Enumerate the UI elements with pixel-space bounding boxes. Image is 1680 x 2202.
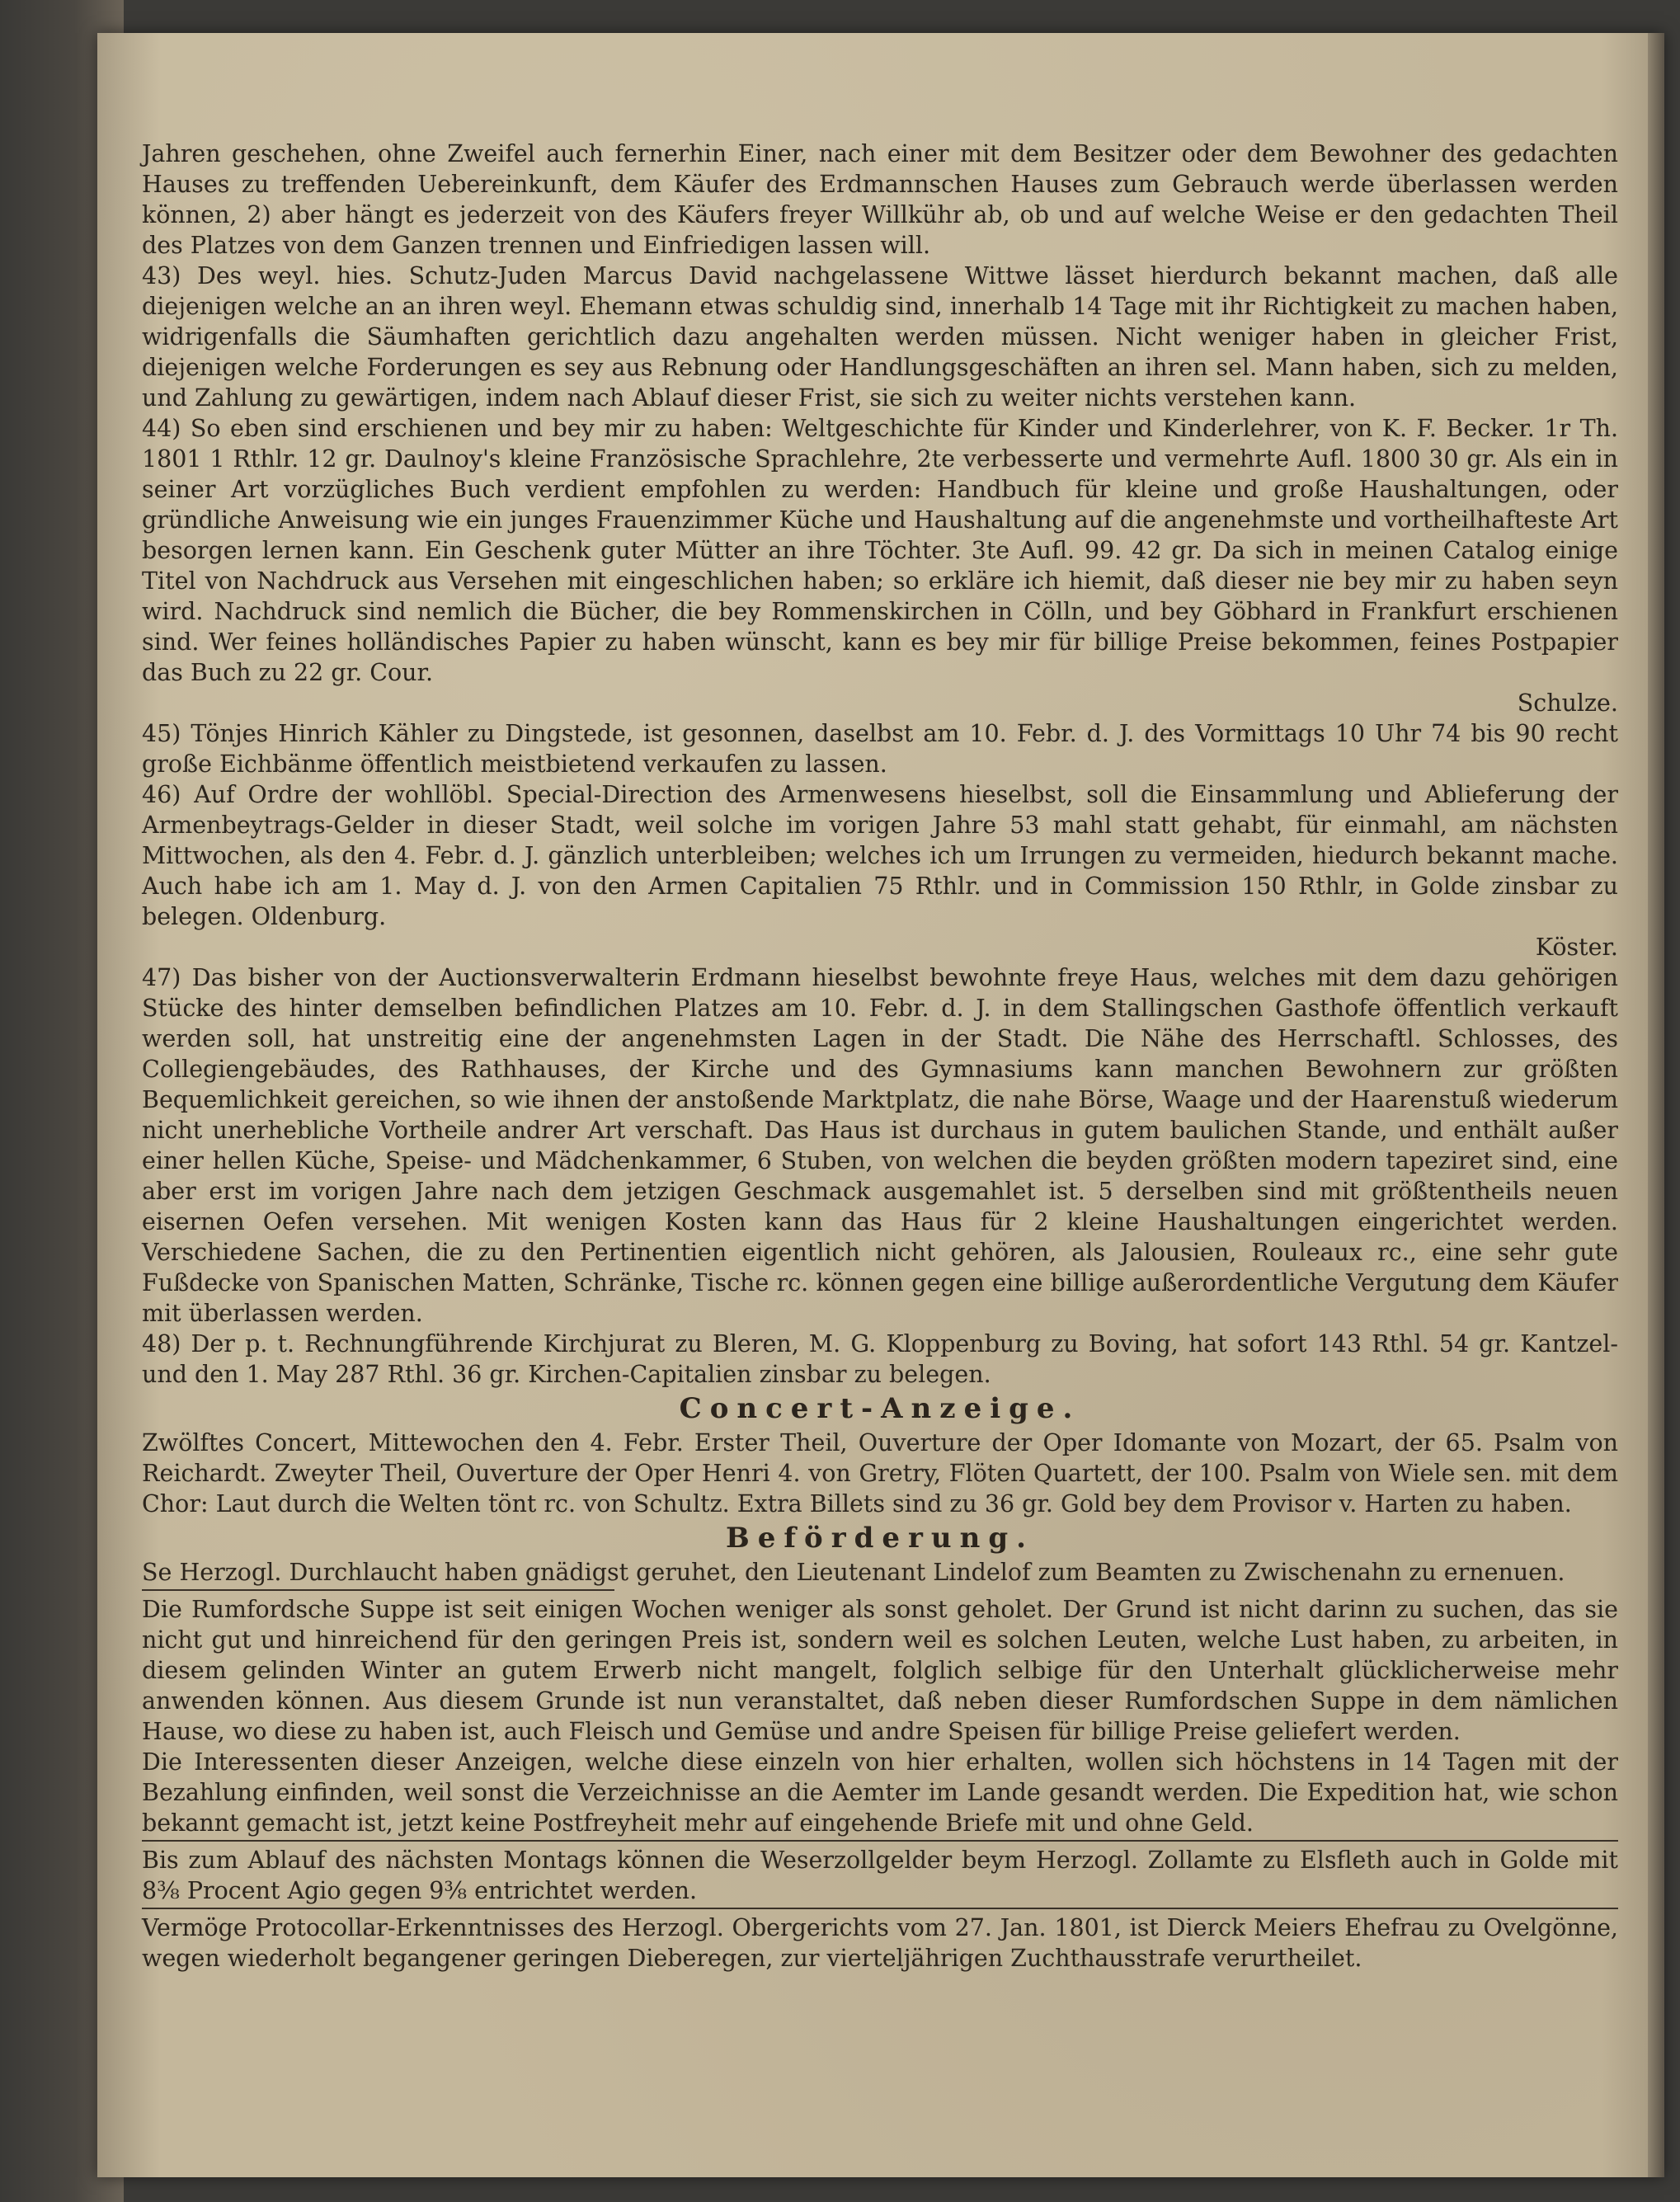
notice-43: 43) Des weyl. hies. Schutz-Juden Marcus David nachgelassene Wittwe lässet hierdurch bekannt machen, daß alle diejenigen welche an an ihren weyl. Ehemann etwas schuldig sind, innerhalb 14 Tage mit ihr Richtigkeit zu machen haben, widrigenfalls die Säumhaften gerichtlich dazu angehalten werden müssen. Nicht weniger haben in gleicher Frist, diejenigen welche Forderungen es sey aus Rebnung oder Handlungsgeschäften an ihren sel. Mann haben, sich zu melden, und Zahlung zu gewärtigen, indem nach Ablauf dieser Frist, sie sich zu weiter nichts verstehen kann.	[142, 262, 1618, 412]
concert-text: Zwölftes Concert, Mittewochen den 4. Febr. Erster Theil, Ouverture der Oper Idomante von Mozart, der 65. Psalm von Reichardt. Zweyter Theil, Ouverture der Oper Henri 4. von Gretry, Flöten Quartett, der 100. Psalm von Wiele sen. mit dem Chor: Laut durch die Welten tönt rc. von Schultz. Extra Billets sind zu 36 gr. Gold bey dem Provisor v. Harten zu haben.	[142, 1429, 1618, 1517]
notice-46	[142, 779, 1618, 962]
weserzoll-notice: Bis zum Ablauf des nächsten Montags können die Weserzollgelder beym Herzogl. Zollamte zu Elsfleth auch in Golde mit 8⅜ Procent Agio gegen 9⅜ entrichtet werden.	[142, 1847, 1618, 1904]
promotion-text: Se Herzogl. Durchlaucht haben gnädigst geruhet, den Lieutenant Lindelof zum Beamten zu Zwischenahn zu ernenuen.	[142, 1559, 1565, 1586]
paragraph-intro: Jahren geschehen, ohne Zweifel auch fernerhin Einer, nach einer mit dem Besitzer oder dem Bewohner des gedachten Hauses zu treffenden Uebereinkunft, dem Käufer des Erdmannschen Hauses zum Gebrauch werde überlassen werden können, 2) aber hängt es jederzeit von des Käufers freyer Willkühr ab, ob und auf welche Weise er den gedachten Theil des Platzes von dem Ganzen trennen und Einfriedigen lassen will.	[142, 140, 1618, 259]
separator-rule-3	[142, 1908, 1618, 1909]
notice-44	[142, 413, 1618, 718]
rumford-notice: Die Rumfordsche Suppe ist seit einigen Wochen weniger als sonst geholet. Der Grund ist nicht darinn zu suchen, das sie nicht gut und hinreichend für den geringen Preis ist, sondern weil es solchen Leuten, welche Lust haben, zu arbeiten, in diesem gelinden Winter an gutem Erwerb nicht mangelt, folglich selbige für den Unterhalt glücklicherweise mehr anwenden können. Aus diesem Grunde ist nun veranstaltet, daß neben dieser Rumfordschen Suppe in dem nämlichen Hause, wo diese zu haben ist, auch Fleisch und Gemüse und andre Speisen für billige Preise geliefert werden.	[142, 1596, 1618, 1745]
page-text	[142, 139, 1618, 1974]
notice-44-text: 44) So eben sind erschienen und bey mir zu haben: Weltgeschichte für Kinder und Kinderlehrer, von K. F. Becker. 1r Th. 1801 1 Rthlr. 12 gr. Daulnoy's kleine Französische Sprachlehre, 2te verbesserte und vermehrte Aufl. 1800 30 gr. Als ein in seiner Art vorzügliches Buch verdient empfohlen zu werden: Handbuch für kleine und große Haushaltungen, oder gründliche Anweisung wie ein junges Frauenzimmer Küche und Haushaltung auf die angenehmste und vortheilhafteste Art besorgen lernen kann. Ein Geschenk guter Mütter an ihre Töchter. 3te Aufl. 99. 42 gr. Da sich in meinen Catalog einige Titel von Nachdruck aus Versehen mit eingeschlichen haben; so erkläre ich hiemit, daß dieser nie bey mir zu haben seyn wird. Nachdruck sind nemlich die Bücher, die bey Rommenskirchen in Cölln, und bey Göbhard in Frankfurt erschienen sind. Wer feines holländisches Papier zu haben wünscht, kann es bey mir für billige Preise bekommen, feines Postpapier das Buch zu 22 gr. Cour.	[142, 415, 1618, 686]
page-edge-right	[1648, 33, 1664, 2177]
notice-46-signer: Köster.	[1535, 934, 1618, 961]
promotion-heading: Beförderung.	[726, 1522, 1034, 1555]
notice-46-text: 46) Auf Ordre der wohllöbl. Special-Direction des Armenwesens hieselbst, soll die Einsammlung und Ablieferung der Armenbeytrags-Gelder in dieser Stadt, weil solche im vorigen Jahre 53 mahl statt gehabt, für einmahl, am nächsten Mittwochen, als den 4. Febr. d. J. gänzlich unterbleiben; welches ich um Irrungen zu vermeiden, hiedurch bekannt mache. Auch habe ich am 1. May d. J. von den Armen Capitalien 75 Rthlr. und in Commission 150 Rthlr, in Golde zinsbar zu belegen. Oldenburg.	[142, 781, 1618, 930]
concert-heading: Concert-Anzeige.	[679, 1392, 1081, 1425]
separator-rule-2	[142, 1840, 1618, 1842]
notice-45: 45) Tönjes Hinrich Kähler zu Dingstede, ist gesonnen, daselbst am 10. Febr. d. J. des Vormittags 10 Uhr 74 bis 90 recht große Eichbänme öffentlich meistbietend verkaufen zu lassen.	[142, 720, 1618, 778]
separator-rule	[142, 1589, 614, 1591]
subscriber-notice: Die Interessenten dieser Anzeigen, welche diese einzeln von hier erhalten, wollen sich höchstens in 14 Tagen mit der Bezahlung einfinden, weil sonst die Verzeichnisse an die Aemter im Lande gesandt werden. Die Expedition hat, wie schon bekannt gemacht ist, jetzt keine Postfreyheit mehr auf eingehende Briefe mit und ohne Geld.	[142, 1748, 1618, 1837]
notice-44-signer: Schulze.	[1517, 689, 1618, 717]
court-verdict-notice: Vermöge Protocollar-Erkenntnisses des Herzogl. Obergerichts vom 27. Jan. 1801, ist Dierck Meiers Ehefrau zu Ovelgönne, wegen wiederholt begangener geringen Dieberegen, zur vierteljährigen Zuchthausstrafe verurtheilet.	[142, 1914, 1618, 1972]
notice-47: 47) Das bisher von der Auctionsverwalterin Erdmann hieselbst bewohnte freye Haus, welches mit dem dazu gehörigen Stücke des hinter demselben befindlichen Platzes am 10. Febr. d. J. in dem Stallingschen Gasthofe öffentlich verkauft werden soll, hat unstreitig eine der angenehmsten Lagen in der Stadt. Die Nähe des Herrschaftl. Schlosses, des Collegiengebäudes, des Rathhauses, der Kirche und des Gymnasiums kann manchen Bewohnern zur größten Bequemlichkeit gereichen, so wie ihnen der anstoßende Marktplatz, die nahe Börse, Waage und der Haarenstuß wiederum nicht unerhebliche Vortheile andrer Art verschaft. Das Haus ist durchaus in gutem baulichen Stande, und enthält außer einer hellen Küche, Speise- und Mädchenkammer, 6 Stuben, von welchen die beyden größten modern tapeziret sind, eine aber erst im vorigen Jahre nach dem jetzigen Geschmack ausgemahlet ist. 5 derselben sind mit größtentheils neuen eisernen Oefen versehen. Mit wenigen Kosten kann das Haus für 2 kleine Haushaltungen eingerichtet werden. Verschiedene Sachen, die zu den Pertinentien eigentlich nicht gehören, als Jalousien, Rouleaux rc., eine sehr gute Fußdecke von Spanischen Matten, Schränke, Tische rc. können gegen eine billige außerordentliche Vergutung dem Käufer mit überlassen werden.	[142, 964, 1618, 1327]
notice-48: 48) Der p. t. Rechnungführende Kirchjurat zu Bleren, M. G. Kloppenburg zu Boving, hat sofort 143 Rthl. 54 gr. Kantzel- und den 1. May 287 Rthl. 36 gr. Kirchen-Capitalien zinsbar zu belegen.	[142, 1330, 1618, 1388]
